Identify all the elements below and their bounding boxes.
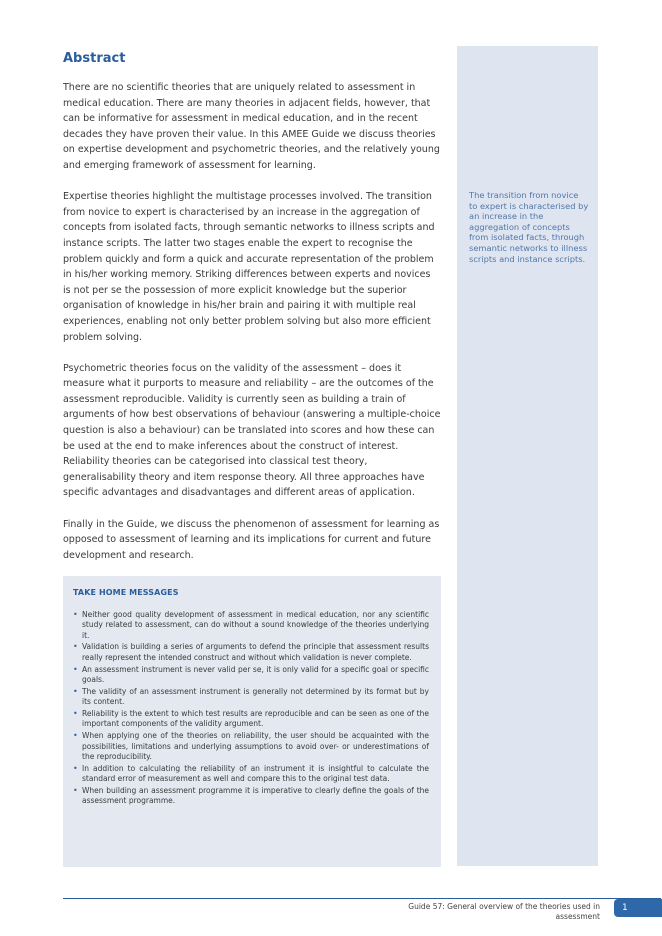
bullet-icon: • — [73, 664, 78, 674]
list-item-text: When applying one of the theories on reliability, the user should be acquainted with the possibilities, limitations and underlying assumptions to avoid over- or underestimations of the reproducibility. — [82, 731, 429, 761]
list-item — [73, 687, 429, 708]
abstract-body — [63, 80, 441, 579]
list-item-text: In addition to calculating the reliability of an instrument it is insightful to calculate the standard error of measurement as well and compare this to the original test data. — [82, 763, 429, 784]
bullet-icon: • — [73, 785, 78, 795]
abstract-paragraph: Finally in the Guide, we discuss the phenomenon of assessment for learning as opposed to assessment of learning and its implications for current and future development and research. — [63, 518, 440, 561]
sidebar-panel — [457, 46, 598, 866]
bullet-icon: • — [73, 686, 78, 696]
bullet-icon: • — [73, 731, 78, 741]
footer-running-title: Guide 57: General overview of the theories used in assessment — [408, 902, 600, 921]
list-item-text: Neither good quality development of assessment in medical education, nor any scientific study related to assessment, can do without a sound knowledge of the theories underlying it. — [82, 610, 429, 640]
list-item — [73, 709, 429, 730]
list-item — [73, 786, 429, 807]
take-home-list — [73, 610, 429, 807]
abstract-paragraph: There are no scientific theories that are uniquely related to assessment in medical education. There are many theories in adjacent fields, however, that can be informative for assessment in medical education, and in the recent decades they have proven their value. In this AMEE Guide we discuss theories on expertise development and psychometric theories, and the relatively young and emerging framework of assessment for learning. — [63, 82, 440, 171]
list-item — [73, 731, 429, 762]
bullet-icon: • — [73, 709, 78, 719]
list-item-text: The validity of an assessment instrument is generally not determined by its format but by its content. — [82, 686, 429, 707]
list-item — [73, 642, 429, 663]
list-item — [73, 610, 429, 641]
bullet-icon: • — [73, 610, 78, 619]
footer-divider — [63, 898, 661, 899]
pull-quote: The transition from novice to expert is characterised by an increase in the aggregation of concepts from isolated facts, through semantic networks to illness scripts and instance scripts. — [469, 190, 589, 264]
list-item — [73, 764, 429, 785]
list-item-text: An assessment instrument is never valid per se, it is only valid for a specific goal or specific goals. — [82, 664, 429, 684]
abstract-title: Abstract — [63, 51, 126, 66]
take-home-messages-box — [63, 576, 441, 867]
list-item-text: When building an assessment programme it is imperative to clearly define the goals of the assessment programme. — [82, 785, 429, 806]
abstract-paragraph: Psychometric theories focus on the validity of the assessment – does it measure what it purports to measure and reliability – are the outcomes of the assessment reproducible. Validity is currently seen as building a train of arguments of how best observations of behaviour (answering a multiple-choice question is also a behaviour) can be translated into scores and how these can be used at the end to make inferences about the construct of interest. Reliability theories can be categorised into classical test theory, generalisability theory and item response theory. All three approaches have specific advantages and disadvantages and different areas of application. — [63, 362, 441, 499]
list-item-text: Reliability is the extent to which test results are reproducible and can be seen as one of the important components of the validity argument. — [82, 709, 429, 729]
bullet-icon: • — [73, 642, 78, 652]
bullet-icon: • — [73, 763, 78, 773]
list-item-text: Validation is building a series of arguments to defend the principle that assessment results really represent the intended construct and without which validation is never complete. — [82, 642, 429, 662]
page-number: 1 — [614, 899, 662, 917]
abstract-paragraph: Expertise theories highlight the multistage processes involved. The transition from novice to expert is characterised by an increase in the aggregation of concepts from isolated facts, through semantic networks to illness scripts and instance scripts. The latter two stages enable the expert to recognise the problem quickly and form a quick and accurate representation of the problem in his/her working memory. Striking differences between experts and novices is not per se the possession of more explicit knowledge but the superior organisation of knowledge in his/her brain and pairing it with multiple real experiences, enabling not only better problem solving but also more efficient problem solving. — [63, 191, 435, 343]
list-item — [73, 665, 429, 686]
take-home-heading: TAKE HOME MESSAGES — [73, 588, 179, 597]
